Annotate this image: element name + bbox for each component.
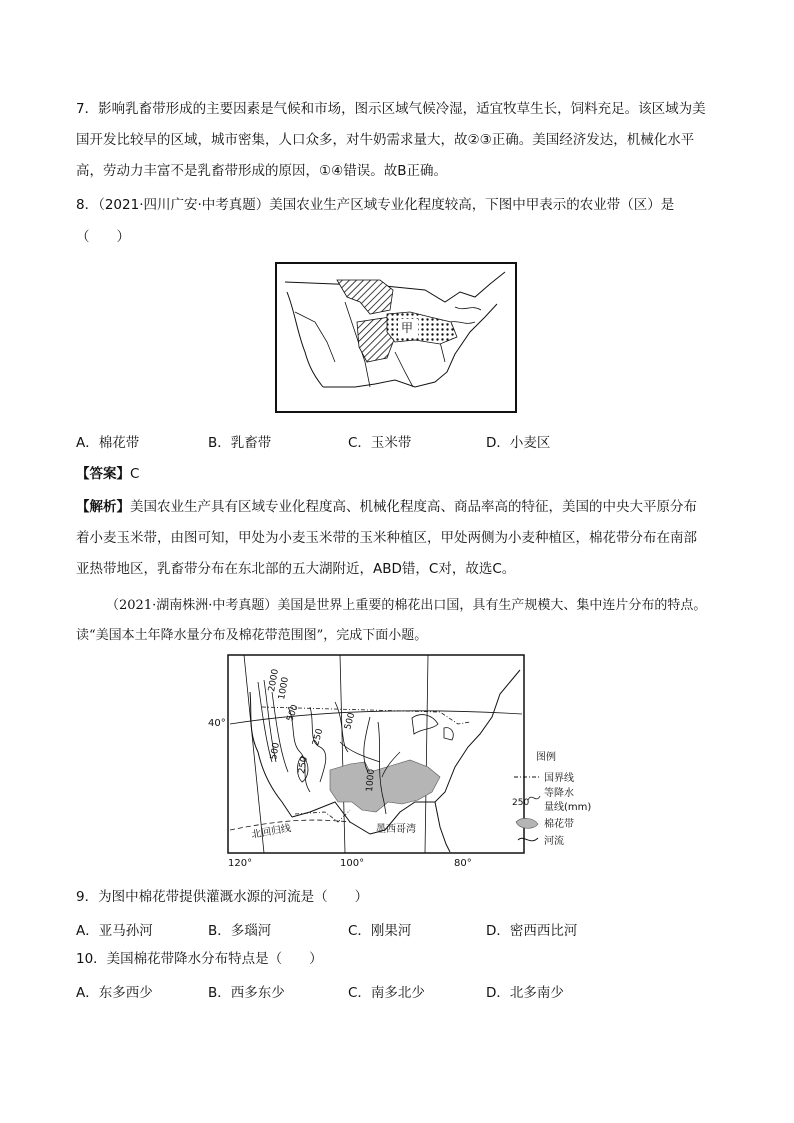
analysis-label: 【解析】: [76, 499, 130, 515]
tropic-label: 北回归线: [250, 823, 292, 841]
q10-option-a[interactable]: A．东多西少: [76, 985, 153, 1001]
lon-80-label: 80°: [454, 858, 472, 868]
q8-stem-bracket: （ ）: [76, 229, 130, 245]
lat-40-label: 40°: [208, 718, 226, 729]
q9-option-d[interactable]: D．密西西比河: [486, 923, 578, 939]
q8-analysis-line-3: 亚热带地区，乳畜带分布在东北部的五大湖附近，ABD错，C对，故选C。: [76, 561, 516, 577]
q7-line-1: 7．影响乳畜带形成的主要因素是气候和市场，图示区域气候冷湿，适宜牧草生长，饲料充足。该区域为美: [76, 101, 706, 117]
us-precipitation-cotton-map: [200, 652, 600, 868]
lon-120-label: 120°: [228, 858, 253, 868]
analysis-text-1: 美国农业生产具有区域专业化程度高、机械化程度高、商品率高的特征，美国的中央大平原分布: [130, 499, 697, 515]
legend-border: 国界线: [544, 773, 574, 784]
q8-option-b[interactable]: B．乳畜带: [208, 435, 272, 451]
q9-option-a[interactable]: A．亚马孙河: [76, 923, 153, 939]
q8-analysis-line-2: 着小麦玉米带，由图可知，甲处为小麦玉米带的玉米种植区，甲处两侧为小麦种植区，棉花带分布在南部: [76, 530, 697, 546]
intro-line-1: （2021·湖南株洲·中考真题）美国是世界上重要的棉花出口国，具有生产规模大、集中连片分布的特点。: [106, 598, 707, 613]
q9-option-b[interactable]: B．多瑙河: [208, 923, 272, 939]
q8-stem: 8．（2021·四川广安·中考真题）美国农业生产区域专业化程度较高，下图中甲表示的农业带（区）是: [76, 197, 675, 213]
intro-line-2: 读“美国本土年降水量分布及棉花带范围图”，完成下面小题。: [76, 628, 428, 643]
q9-stem: 9．为图中棉花带提供灌溉水源的河流是（ ）: [76, 889, 369, 905]
q8-option-c[interactable]: C．玉米带: [348, 435, 412, 451]
legend-river: 河流: [544, 836, 564, 847]
answer-value: C: [130, 466, 140, 482]
q8-usa-agriculture-map: [275, 262, 517, 413]
legend-iso-1: 等降水: [544, 788, 574, 799]
legend-iso-2: 量线(mm): [544, 802, 592, 813]
legend-iso-value: 250: [512, 798, 530, 808]
iso-2000: 2000: [267, 668, 281, 693]
q10-option-c[interactable]: C．南多北少: [348, 985, 425, 1001]
iso-500-b: 500: [343, 711, 358, 731]
q8-analysis-line-1: [76, 498, 697, 516]
iso-250-a: 250: [311, 727, 326, 747]
q9-option-c[interactable]: C．刚果河: [348, 923, 412, 939]
q8-option-a[interactable]: A．棉花带: [76, 435, 140, 451]
iso-500-a: 500: [285, 703, 301, 724]
q10-stem: 10．美国棉花带降水分布特点是（ ）: [76, 951, 323, 967]
iso-1000: 1000: [277, 676, 291, 701]
iso-250-b: 250: [297, 755, 310, 775]
iso-1000-b: 1000: [365, 768, 377, 793]
q7-line-2: 国开发比较早的区域，城市密集，人口众多，对牛奶需求量大，故②③正确。美国经济发达，机械化水平: [76, 132, 695, 148]
q8-answer: [76, 465, 139, 483]
q8-option-d[interactable]: D．小麦区: [486, 435, 551, 451]
lon-100-label: 100°: [340, 858, 365, 868]
legend-cotton: 棉花带: [544, 819, 574, 830]
iso-500-c: 500: [269, 741, 282, 761]
q8-map-label-jia: 甲: [401, 321, 414, 335]
gulf-label: 墨西哥湾: [376, 824, 416, 835]
q10-option-b[interactable]: B．西多东少: [208, 985, 285, 1001]
answer-label: 【答案】: [76, 466, 130, 482]
legend-title: 图例: [536, 752, 556, 763]
q7-line-3: 高，劳动力丰富不是乳畜带形成的原因，①④错误。故B正确。: [76, 163, 447, 179]
q10-option-d[interactable]: D．北多南少: [486, 985, 564, 1001]
